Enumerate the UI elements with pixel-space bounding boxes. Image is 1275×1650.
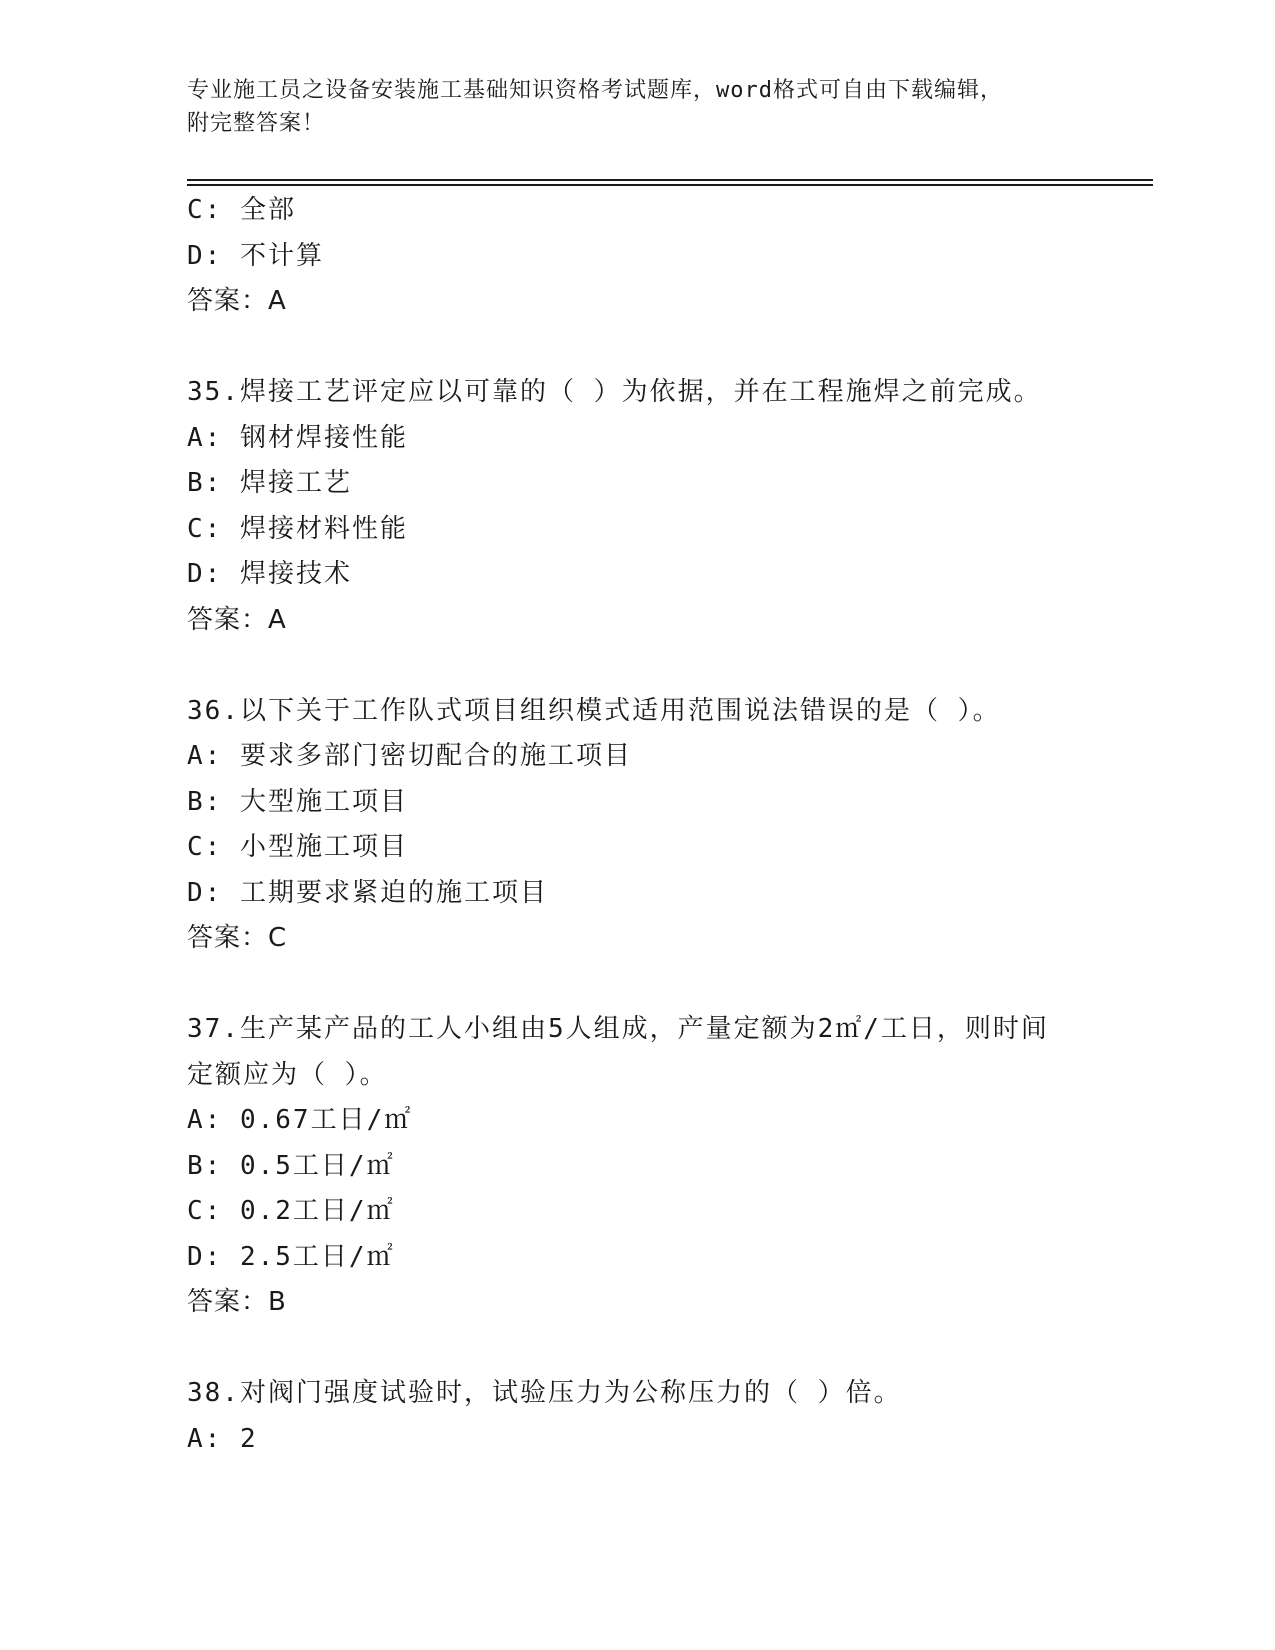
option-a: A: 要求多部门密切配合的施工项目 xyxy=(187,741,632,771)
header-divider-top xyxy=(187,179,1153,181)
option-d: D: 不计算 xyxy=(187,240,324,271)
question-stem: 36.以下关于工作队式项目组织模式适用范围说法错误的是（ ）。 xyxy=(187,695,1001,726)
spacer xyxy=(187,325,1147,371)
option-d: D: 焊接技术 xyxy=(187,559,352,589)
question-38 xyxy=(187,1371,1147,1462)
option-a: A: 0.67工日/㎡ xyxy=(187,1105,413,1135)
option-c: C: 0.2工日/㎡ xyxy=(187,1196,395,1226)
option-a: A: 2 xyxy=(187,1423,258,1454)
option-b: B: 0.5工日/㎡ xyxy=(187,1150,395,1181)
question-34-tail xyxy=(187,188,1147,325)
option-c: C: 焊接材料性能 xyxy=(187,513,408,544)
answer: 答案：A xyxy=(187,286,287,316)
option-b: B: 大型施工项目 xyxy=(187,786,408,817)
spacer xyxy=(187,962,1147,1008)
header-line-2: 附完整答案！ xyxy=(187,111,326,136)
option-b: B: 焊接工艺 xyxy=(187,468,352,498)
document-header xyxy=(187,74,1087,140)
option-c: C: 小型施工项目 xyxy=(187,832,408,862)
option-d: D: 工期要求紧迫的施工项目 xyxy=(187,877,548,908)
question-stem: 35.焊接工艺评定应以可靠的（ ）为依据，并在工程施焊之前完成。 xyxy=(187,377,1042,407)
option-a: A: 钢材焊接性能 xyxy=(187,422,408,453)
spacer xyxy=(187,1326,1147,1372)
header-line-1: 专业施工员之设备安装施工基础知识资格考试题库，word格式可自由下载编辑， xyxy=(187,78,1003,103)
answer: 答案：A xyxy=(187,604,287,635)
question-36 xyxy=(187,689,1147,962)
answer: 答案：C xyxy=(187,923,288,953)
answer: 答案：B xyxy=(187,1287,287,1317)
question-list xyxy=(187,188,1147,1462)
question-stem-line-2: 定额应为（ ）。 xyxy=(187,1059,388,1090)
header-divider-bottom xyxy=(187,184,1153,186)
question-37 xyxy=(187,1007,1147,1326)
question-35 xyxy=(187,370,1147,643)
spacer xyxy=(187,643,1147,689)
option-c: C: 全部 xyxy=(187,195,296,225)
question-stem-line-1: 37.生产某产品的工人小组由5人组成，产量定额为2㎡/工日，则时间 xyxy=(187,1014,1049,1044)
question-stem: 38.对阀门强度试验时，试验压力为公称压力的（ ）倍。 xyxy=(187,1378,902,1408)
option-d: D: 2.5工日/㎡ xyxy=(187,1241,395,1272)
